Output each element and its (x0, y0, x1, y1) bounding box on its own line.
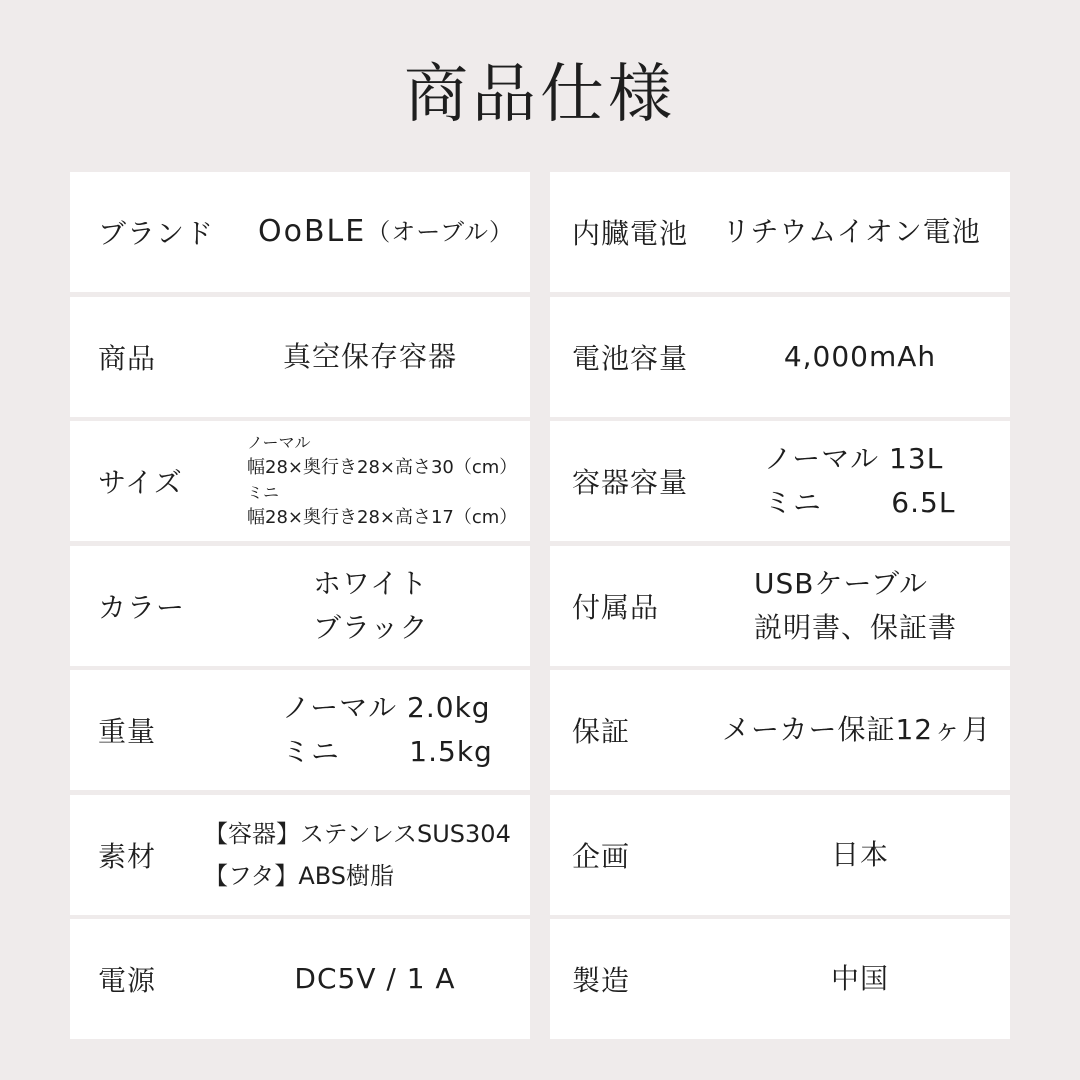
spec-value-line: ノーマル 2.0kg (282, 691, 491, 724)
spec-row-battery (550, 172, 1010, 292)
spec-value-line: ミニ 6.5L (764, 486, 956, 519)
spec-label: 電池容量 (572, 341, 689, 375)
spec-value-line: 説明書、保証書 (754, 610, 958, 644)
spec-label: カラー (98, 590, 186, 624)
spec-label: 容器容量 (572, 466, 689, 499)
spec-label: 内臓電池 (572, 217, 689, 250)
spec-value-line: USBケーブル (754, 566, 928, 600)
page-title: 商品仕様 (404, 58, 676, 132)
spec-value (764, 421, 955, 541)
spec-value (722, 172, 981, 292)
spec-value (204, 795, 511, 915)
spec-row-manufacturing (550, 919, 1010, 1039)
spec-value (260, 297, 480, 417)
spec-label: 製造 (572, 964, 631, 997)
spec-value-line: ホワイト (313, 566, 429, 600)
spec-row-material (70, 795, 530, 915)
spec-label: 保証 (572, 715, 631, 748)
spec-row-color (70, 546, 530, 666)
spec-label: 商品 (98, 341, 157, 375)
spec-row-planning (550, 795, 1010, 915)
spec-value (790, 919, 930, 1039)
spec-column-right (550, 172, 1010, 1044)
spec-row-power (70, 919, 530, 1039)
spec-value-line: 幅28×奥行き28×高さ30（cm） (247, 457, 518, 478)
spec-value-line: 真空保存容器 (282, 339, 457, 373)
brand-logo: OoBLE (258, 214, 367, 249)
spec-row-warranty (550, 670, 1010, 790)
spec-value (282, 670, 493, 790)
spec-value-line: 中国 (830, 962, 889, 995)
spec-label: 付属品 (572, 590, 660, 624)
spec-value (754, 546, 957, 666)
spec-label: 企画 (572, 839, 631, 873)
spec-value (770, 297, 950, 417)
brand-kana: （オーブル） (366, 218, 515, 246)
spec-value-line: ノーマル 13L (764, 442, 944, 475)
spec-value-line: ノーマル (247, 433, 311, 452)
spec-row-brand (70, 172, 530, 292)
spec-value-brand (258, 172, 514, 292)
spec-row-accessories (550, 546, 1010, 666)
spec-value-line: ミニ 1.5kg (282, 735, 493, 768)
spec-value (313, 546, 428, 666)
spec-row-battery-capacity (550, 297, 1010, 417)
spec-value-line: ミニ (247, 483, 280, 502)
spec-value-line: 【フタ】ABS樹脂 (204, 861, 395, 890)
spec-label: サイズ (98, 466, 183, 499)
spec-value-line: 4,000mAh (783, 339, 937, 373)
spec-row-container-capacity (550, 421, 1010, 541)
spec-row-size (70, 421, 530, 541)
spec-value (260, 919, 490, 1039)
spec-row-product (70, 297, 530, 417)
spec-value-line: メーカー保証12ヶ月 (722, 713, 992, 746)
spec-value (790, 795, 930, 915)
spec-column-left (70, 172, 530, 1044)
spec-value-line: ブラック (313, 610, 429, 644)
spec-value-line: 幅28×奥行き28×高さ17（cm） (247, 507, 518, 528)
spec-label: 重量 (98, 715, 157, 748)
spec-value (722, 670, 991, 790)
spec-row-weight (70, 670, 530, 790)
spec-label: ブランド (98, 217, 215, 250)
spec-label: 素材 (98, 839, 157, 873)
spec-value-line: リチウムイオン電池 (722, 215, 981, 248)
spec-value (247, 421, 517, 541)
spec-value-line: DC5V / 1 A (294, 962, 456, 995)
spec-value-line: 【容器】ステンレスSUS304 (204, 819, 511, 848)
spec-label: 電源 (98, 964, 157, 997)
spec-value-line: 日本 (830, 837, 889, 871)
